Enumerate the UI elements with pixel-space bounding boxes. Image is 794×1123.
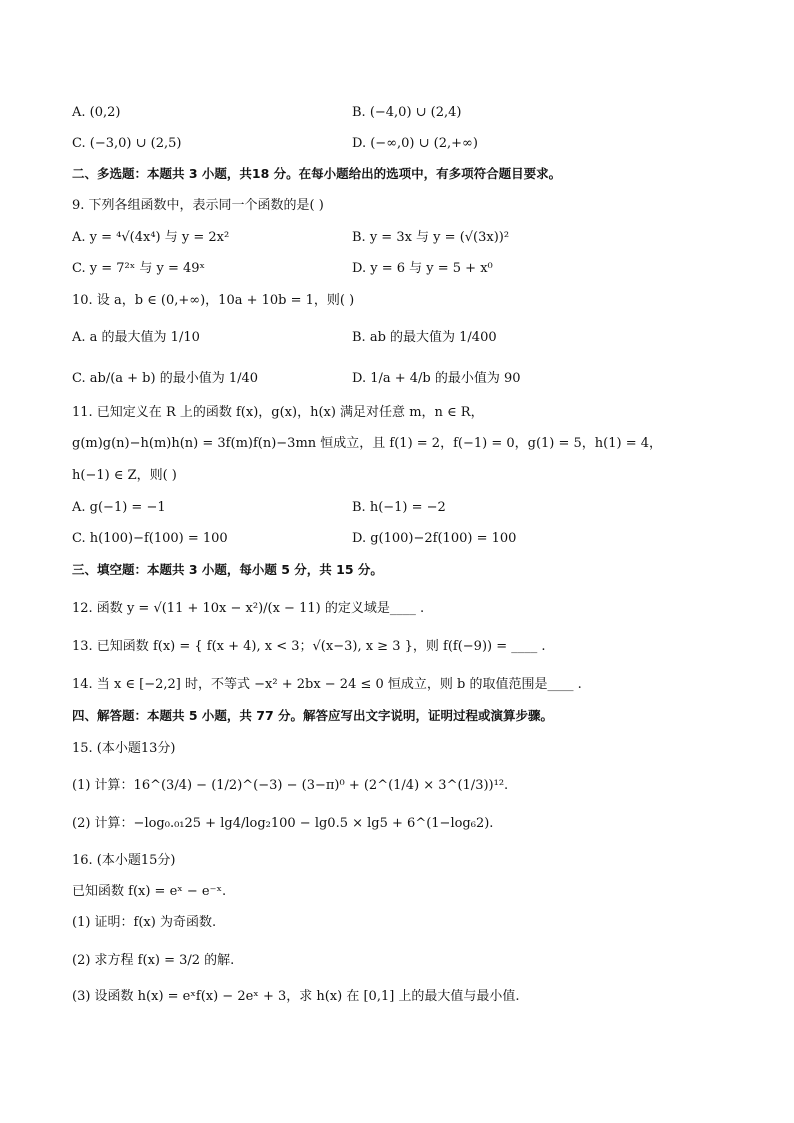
q8-option-a: A. (0,2) (72, 105, 121, 120)
q10-stem: 10. 设 a，b ∈ (0,+∞)，10a + 10b = 1，则( ) (72, 293, 355, 308)
q9-option-b: B. y = 3x 与 y = (√(3x))² (352, 230, 510, 245)
q11-option-b: B. h(−1) = −2 (352, 500, 446, 515)
q16-part2: (2) 求方程 f(x) = 3/2 的解. (72, 953, 235, 968)
q16-stem: 已知函数 f(x) = eˣ − e⁻ˣ. (72, 884, 227, 899)
q9-stem: 9. 下列各组函数中，表示同一个函数的是( ) (72, 198, 324, 213)
q11-option-d: D. g(100)−2f(100) = 100 (352, 531, 517, 546)
q15-part2: (2) 计算：−log₀.₀₁25 + lg4/log₂100 − lg0.5 × lg5 + 6^(1−log₆2). (72, 816, 494, 831)
q11-stem-1: 11. 已知定义在 R 上的函数 f(x)，g(x)，h(x) 满足对任意 m，n ∈ R， (72, 405, 484, 420)
q15-title: 15. (本小题13分) (72, 741, 176, 756)
q8-option-d: D. (−∞,0) ∪ (2,+∞) (352, 136, 478, 151)
q14: 14. 当 x ∈ [−2,2] 时，不等式 −x² + 2bx − 24 ≤ 0 恒成立，则 b 的取值范围是____ . (72, 677, 582, 692)
q11-option-a: A. g(−1) = −1 (72, 500, 166, 515)
q8-option-c: C. (−3,0) ∪ (2,5) (72, 136, 182, 151)
q16-title: 16. (本小题15分) (72, 853, 176, 868)
q10-option-a: A. a 的最大值为 1/10 (72, 330, 200, 345)
q10-option-c: C. ab/(a + b) 的最小值为 1/40 (72, 371, 259, 386)
q10-option-d: D. 1/a + 4/b 的最小值为 90 (352, 371, 521, 386)
q16-part3: (3) 设函数 h(x) = eˣf(x) − 2eˣ + 3，求 h(x) 在 [0,1] 上的最大值与最小值. (72, 989, 520, 1004)
q9-option-a: A. y = ⁴√(4x⁴) 与 y = 2x² (72, 230, 230, 245)
section-4-heading: 四、解答题：本题共 5 小题，共 77 分。解答应写出文字说明，证明过程或演算步骤。 (72, 708, 554, 723)
section-2-heading: 二、多选题：本题共 3 小题，共18 分。在每小题给出的选项中，有多项符合题目要求。 (72, 166, 562, 181)
q9-option-d: D. y = 6 与 y = 5 + x⁰ (352, 261, 493, 276)
q11-stem-3: h(−1) ∈ Z，则( ) (72, 468, 177, 483)
q10-option-b: B. ab 的最大值为 1/400 (352, 330, 497, 345)
q9-option-c: C. y = 7²ˣ 与 y = 49ˣ (72, 261, 206, 276)
q12: 12. 函数 y = √(11 + 10x − x²)/(x − 11) 的定义域是____ . (72, 601, 425, 616)
q16-part1: (1) 证明：f(x) 为奇函数. (72, 915, 217, 930)
q15-part1: (1) 计算：16^(3/4) − (1/2)^(−3) − (3−π)⁰ + (2^(1/4) × 3^(1/3))¹². (72, 778, 509, 793)
section-3-heading: 三、填空题：本题共 3 小题，每小题 5 分，共 15 分。 (72, 562, 383, 577)
q13: 13. 已知函数 f(x) = { f(x + 4), x < 3；√(x−3), x ≥ 3 }，则 f(f(−9)) = ____ . (72, 639, 546, 654)
q8-option-b: B. (−4,0) ∪ (2,4) (352, 105, 462, 120)
q11-option-c: C. h(100)−f(100) = 100 (72, 531, 228, 546)
q11-stem-2: g(m)g(n)−h(m)h(n) = 3f(m)f(n)−3mn 恒成立，且 f(1) = 2，f(−1) = 0，g(1) = 5，h(1) = 4， (72, 436, 663, 451)
